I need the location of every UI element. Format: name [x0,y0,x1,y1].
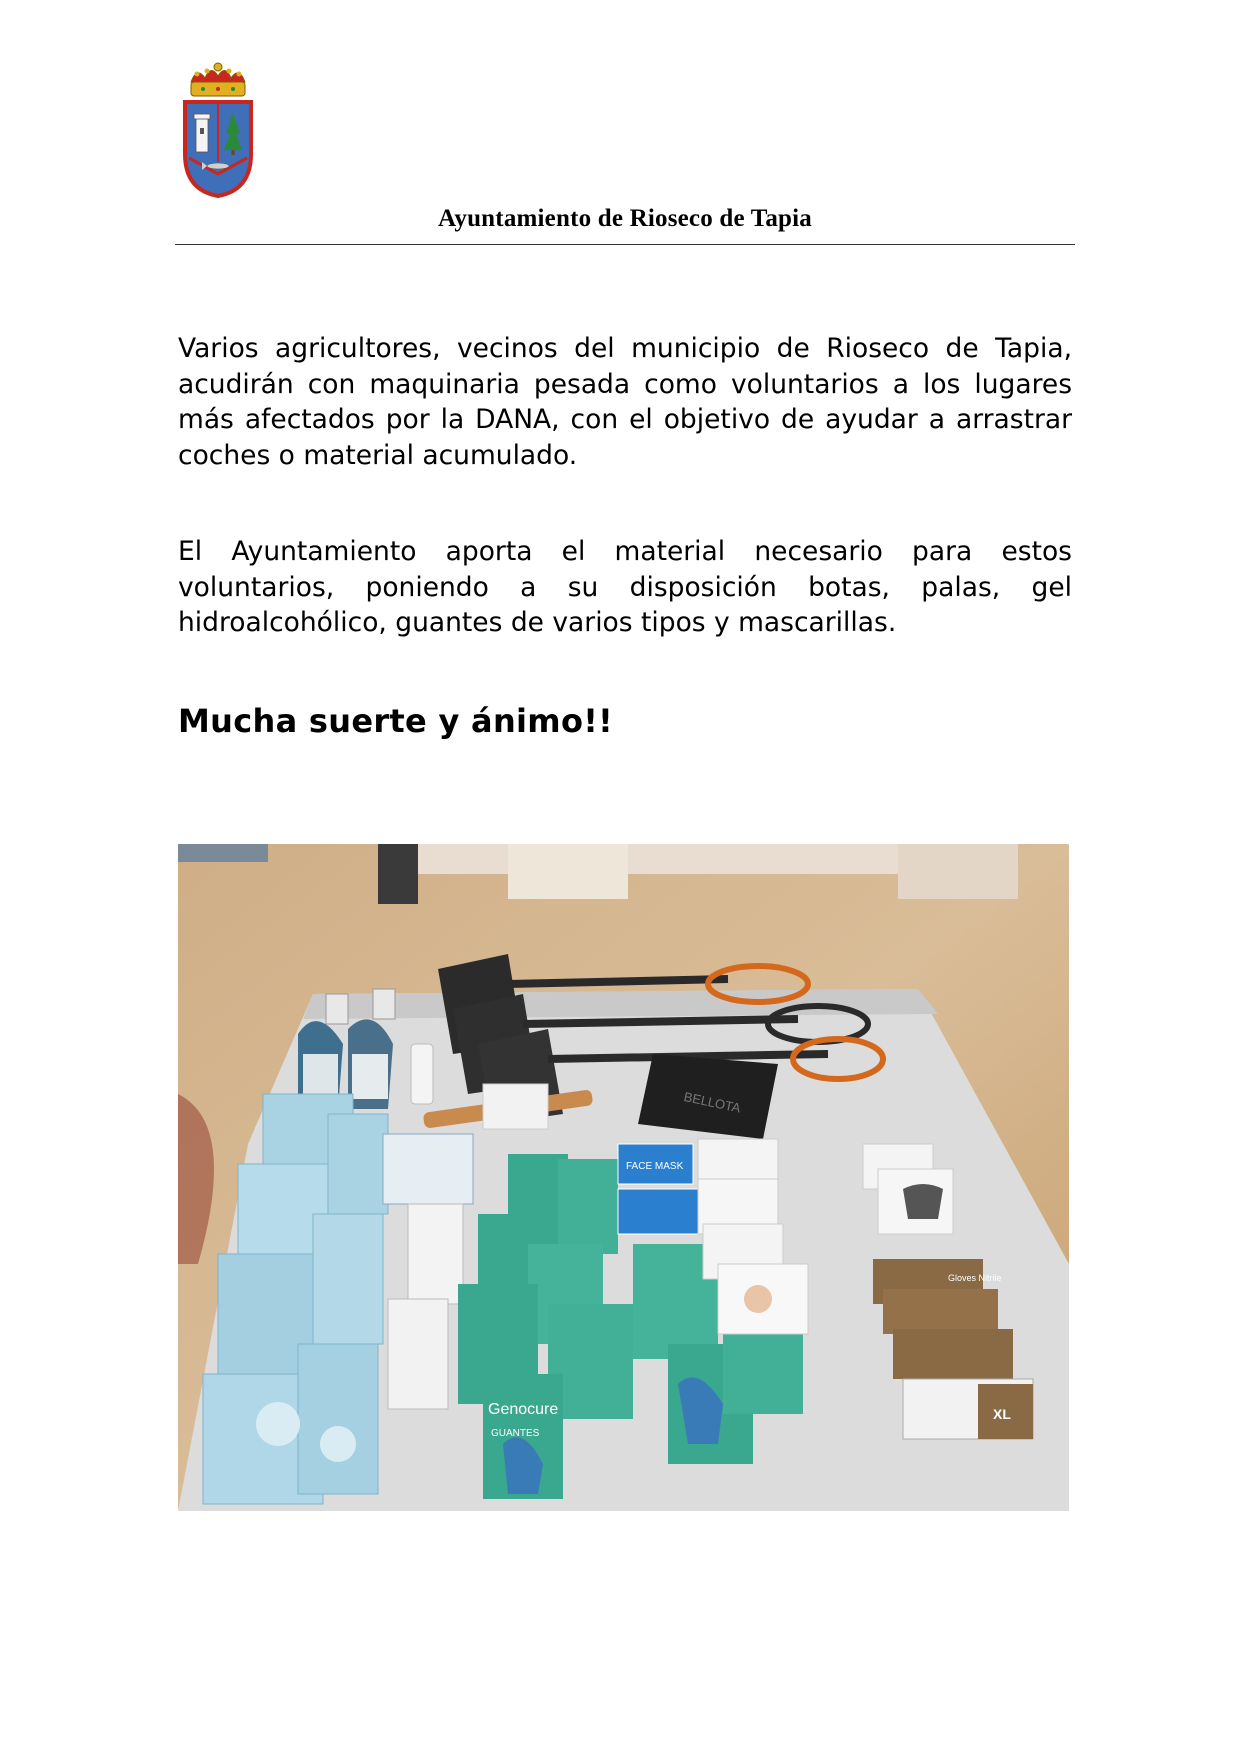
genocure-label: Genocure [488,1401,559,1418]
closing-message: Mucha suerte y ánimo!! [178,702,614,740]
header-title: Ayuntamiento de Rioseco de Tapia [437,205,813,232]
paragraph-volunteers: Varios agricultores, vecinos del municipio de Rioseco de Tapia, acudirán con maquinaria pesada como voluntarios a los lugares más afectados por la DANA, con el objetivo de ayudar a arrastrar coches o material acumulado. [178,333,1072,471]
guantes-label: GUANTES [491,1428,540,1439]
size-xl-label: XL [993,1406,1011,1422]
paragraph-material: El Ayuntamiento aporta el material necesario para estos voluntarios, poniendo a su disposición botas, palas, gel hidroalcohólico, guantes de varios tipos y mascarillas. [178,536,1072,638]
face-mask-label: FACE MASK [626,1161,684,1172]
coat-of-arms-logo [183,62,253,198]
bellota-label: BELLOTA [682,1089,742,1116]
crown-icon [191,63,245,96]
supplies-photo-illustration [178,844,1069,1511]
supplies-photo [178,844,1069,1511]
gloves-nitrile-label: Gloves Nitrile [948,1273,1002,1283]
shield-icon [185,102,251,196]
header-divider [175,244,1075,245]
